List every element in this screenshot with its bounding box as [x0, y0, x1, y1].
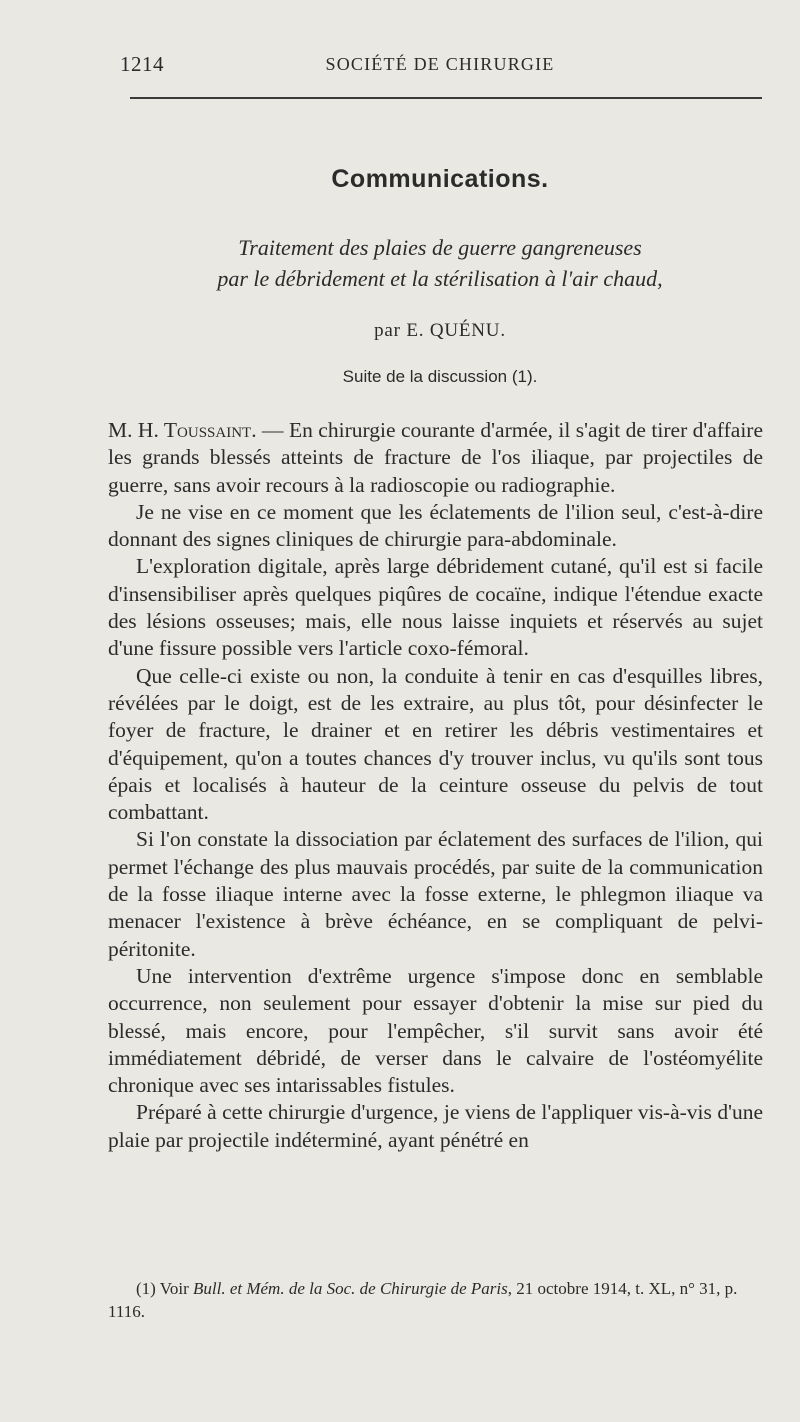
footnote-details: , 21 octobre 1914, t. XL, n° 31, p. 1116. — [108, 1279, 738, 1321]
speaker-name: M. H. Toussaint. — [108, 418, 257, 442]
footnote-marker: (1) Voir — [136, 1279, 193, 1298]
section-title: Communications. — [331, 165, 549, 193]
article-subtitle: Suite de la discussion (1). — [342, 367, 538, 386]
paragraph-3: L'exploration digitale, après large débridement cutané, qu'il est si facile d'insensibiliser après quelques piqûres de cocaïne, indique l'étendue exacte des lésions osseuses; mais, elle nous laisse inquiets et réservés au sujet d'une fissure possible vers l'article coxo-fémoral. — [108, 554, 763, 661]
paragraph-2: Je ne vise en ce moment que les éclatements de l'ilion seul, c'est-à-dire donnant des signes cliniques de chirurgie para-abdominale. — [108, 499, 763, 552]
page-number: 1214 — [120, 52, 164, 76]
article-title-line-1: Traitement des plaies de guerre gangreneuses — [238, 235, 642, 260]
page-header — [120, 52, 760, 82]
header-rule — [130, 97, 762, 99]
article-title — [120, 232, 760, 294]
paragraph-5: Si l'on constate la dissociation par éclatement des surfaces de l'ilion, qui permet l'échange des plus mauvais procédés, par suite de la communication de la fosse iliaque interne avec la fosse externe, le phlegmon iliaque va menacer l'existence à brève échéance, en se compliquant de pelvi-péritonite. — [108, 827, 763, 961]
article-body — [108, 417, 763, 1154]
footnote-source: Bull. et Mém. de la Soc. de Chirurgie de Paris — [193, 1279, 508, 1298]
paragraph-7: Préparé à cette chirurgie d'urgence, je viens de l'appliquer vis-à-vis d'une plaie par projectile indéterminé, ayant pénétré en — [108, 1100, 763, 1152]
article-author: par E. QUÉNU. — [374, 320, 506, 341]
running-title: SOCIÉTÉ DE CHIRURGIE — [325, 54, 555, 74]
paragraph-4: Que celle-ci existe ou non, la conduite à tenir en cas d'esquilles libres, révélées par le doigt, est de les extraire, au plus tôt, pour désinfecter le foyer de fracture, le drainer et en retirer les débris vestimentaires et d'équipement, qu'on a toutes chances d'y trouver inclus, vu qu'ils sont tous épais et localisés à hauteur de la ceinture osseuse du pelvis de tout combattant. — [108, 663, 763, 825]
paragraph-1-text: — En chirurgie courante d'armée, il s'agit de tirer d'affaire les grands blessés atteints de fracture de l'os iliaque, par projectiles de guerre, sans avoir recours à la radioscopie ou radiographie. — [108, 418, 763, 497]
article-title-line-2: par le débridement et la stérilisation à l'air chaud, — [217, 266, 663, 291]
paragraph-6: Une intervention d'extrême urgence s'impose donc en semblable occurrence, non seulement pour essayer d'obtenir la mise sur pied du blessé, mais encore, pour l'empêcher, s'il survit sans avoir été immédiatement débridé, de verser dans le calvaire de l'ostéomyélite chronique avec ses intarissables fistules. — [108, 963, 763, 1098]
paragraph-1 — [108, 417, 763, 499]
footnote — [108, 1277, 763, 1323]
